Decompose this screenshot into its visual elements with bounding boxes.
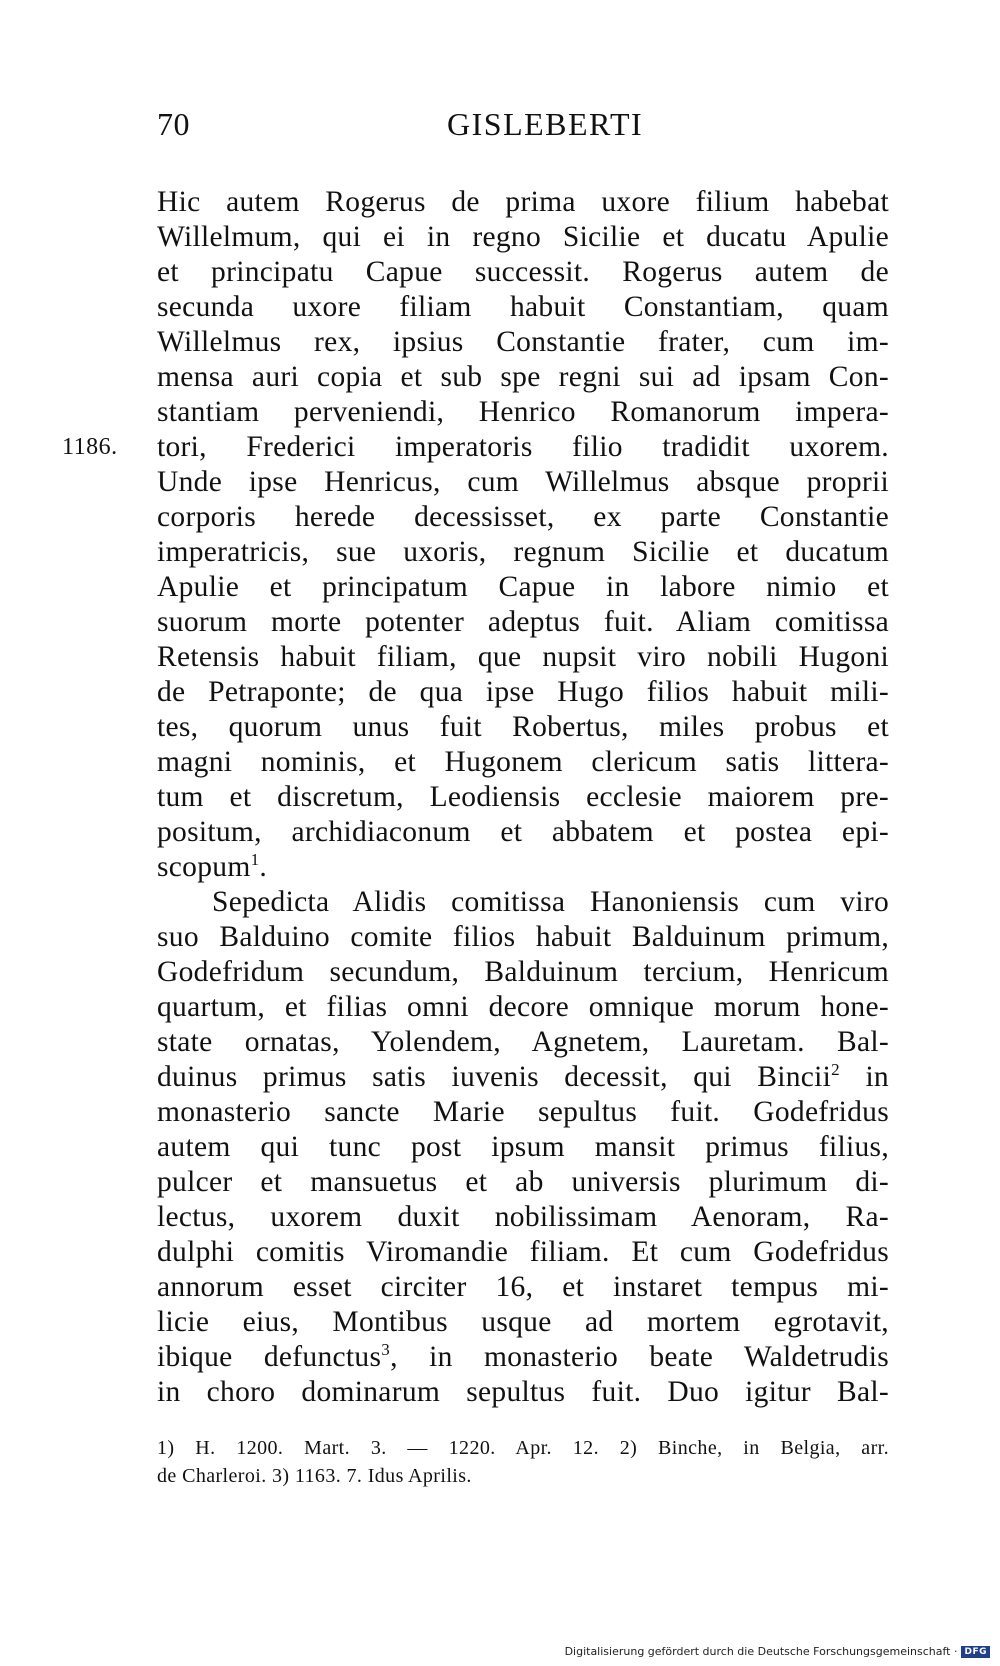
text-fragment: , in monasterio beate Waldetrudis	[390, 1341, 889, 1373]
text-line: tori, Frederici imperatoris filio tradidit uxorem.	[157, 431, 889, 463]
text-line: lectus, uxorem duxit nobilissimam Aenoram, Ra-	[157, 1201, 889, 1233]
footnote-ref: 3	[381, 1340, 391, 1360]
main-text	[62, 185, 889, 1410]
text-fragment: duinus primus satis iuvenis decessit, qui Bincii	[157, 1061, 832, 1093]
text-line: quartum, et filias omni decore omnique morum hone-	[157, 991, 889, 1023]
digitization-credit	[565, 1645, 990, 1658]
text-line: suo Balduino comite filios habuit Balduinum primum,	[157, 921, 889, 953]
text-line-with-margin-note	[62, 430, 889, 465]
text-line: et principatu Capue successit. Rogerus autem de	[157, 256, 889, 288]
text-line: Retensis habuit filiam, que nupsit viro nobili Hugoni	[157, 641, 889, 673]
running-title: GISLEBERTI	[447, 106, 644, 142]
text-line: Unde ipse Henricus, cum Willelmus absque proprii	[157, 466, 889, 498]
footnote-ref: 1	[250, 850, 260, 870]
text-fragment: in	[839, 1061, 889, 1093]
footnotes	[157, 1434, 889, 1490]
text-line: Hic autem Rogerus de prima uxore filium habebat	[157, 186, 889, 218]
text-line: tum et discretum, Leodiensis ecclesie maiorem pre-	[157, 781, 889, 813]
text-line: imperatricis, sue uxoris, regnum Sicilie et ducatum	[157, 536, 889, 568]
text-line: Godefridum secundum, Balduinum tercium, Henricum	[157, 956, 889, 988]
text-line: licie eius, Montibus usque ad mortem egrotavit,	[157, 1306, 889, 1338]
page-number: 70	[157, 106, 190, 142]
text-line: in choro dominarum sepultus fuit. Duo igitur Bal-	[157, 1376, 889, 1408]
text-line: annorum esset circiter 16, et instaret tempus mi-	[157, 1271, 889, 1303]
text-fragment: ibique defunctus	[157, 1341, 382, 1373]
text-line: secunda uxore filiam habuit Constantiam, quam	[157, 291, 889, 323]
text-line: dulphi comitis Viromandie filiam. Et cum Godefridus	[157, 1236, 889, 1268]
text-line: tes, quorum unus fuit Robertus, miles probus et	[157, 711, 889, 743]
text-line: suorum morte potenter adeptus fuit. Aliam comitissa	[157, 606, 889, 638]
footnote-line: de Charleroi. 3) 1163. 7. Idus Aprilis.	[157, 1465, 472, 1487]
text-fragment: .	[259, 851, 268, 883]
text-line: monasterio sancte Marie sepultus fuit. Godefridus	[157, 1096, 889, 1128]
text-line: autem qui tunc post ipsum mansit primus filius,	[157, 1131, 889, 1163]
text-line: de Petraponte; de qua ipse Hugo filios habuit mili-	[157, 676, 889, 708]
text-line: magni nominis, et Hugonem clericum satis littera-	[157, 746, 889, 778]
text-line: corporis herede decessisset, ex parte Constantie	[157, 501, 889, 533]
page-header	[157, 106, 889, 156]
text-line	[157, 850, 889, 885]
text-line	[157, 1340, 889, 1375]
margin-year-note: 1186.	[62, 434, 118, 460]
dfg-logo-icon: DFG	[961, 1646, 990, 1658]
credit-text: Digitalisierung gefördert durch die Deutsche Forschungsgemeinschaft ·	[564, 1645, 958, 1658]
text-line: stantiam perveniendi, Henrico Romanorum impera-	[157, 396, 889, 428]
text-line: Willelmus rex, ipsius Constantie frater, cum im-	[157, 326, 889, 358]
text-line: Apulie et principatum Capue in labore nimio et	[157, 571, 889, 603]
text-line: Sepedicta Alidis comitissa Hanoniensis cum viro	[212, 886, 889, 918]
text-line: pulcer et mansuetus et ab universis plurimum di-	[157, 1166, 889, 1198]
text-fragment: scopum	[157, 851, 251, 883]
text-line: state ornatas, Yolendem, Agnetem, Lauretam. Bal-	[157, 1026, 889, 1058]
text-line: Willelmum, qui ei in regno Sicilie et ducatu Apulie	[157, 221, 889, 253]
text-line: positum, archidiaconum et abbatem et postea epi-	[157, 816, 889, 848]
footnote-ref: 2	[831, 1060, 840, 1080]
text-line: mensa auri copia et sub spe regni sui ad ipsam Con-	[157, 361, 889, 393]
text-line	[157, 1060, 889, 1095]
footnote-line: 1) H. 1200. Mart. 3. — 1220. Apr. 12. 2) Binche, in Belgia, arr.	[157, 1437, 889, 1459]
